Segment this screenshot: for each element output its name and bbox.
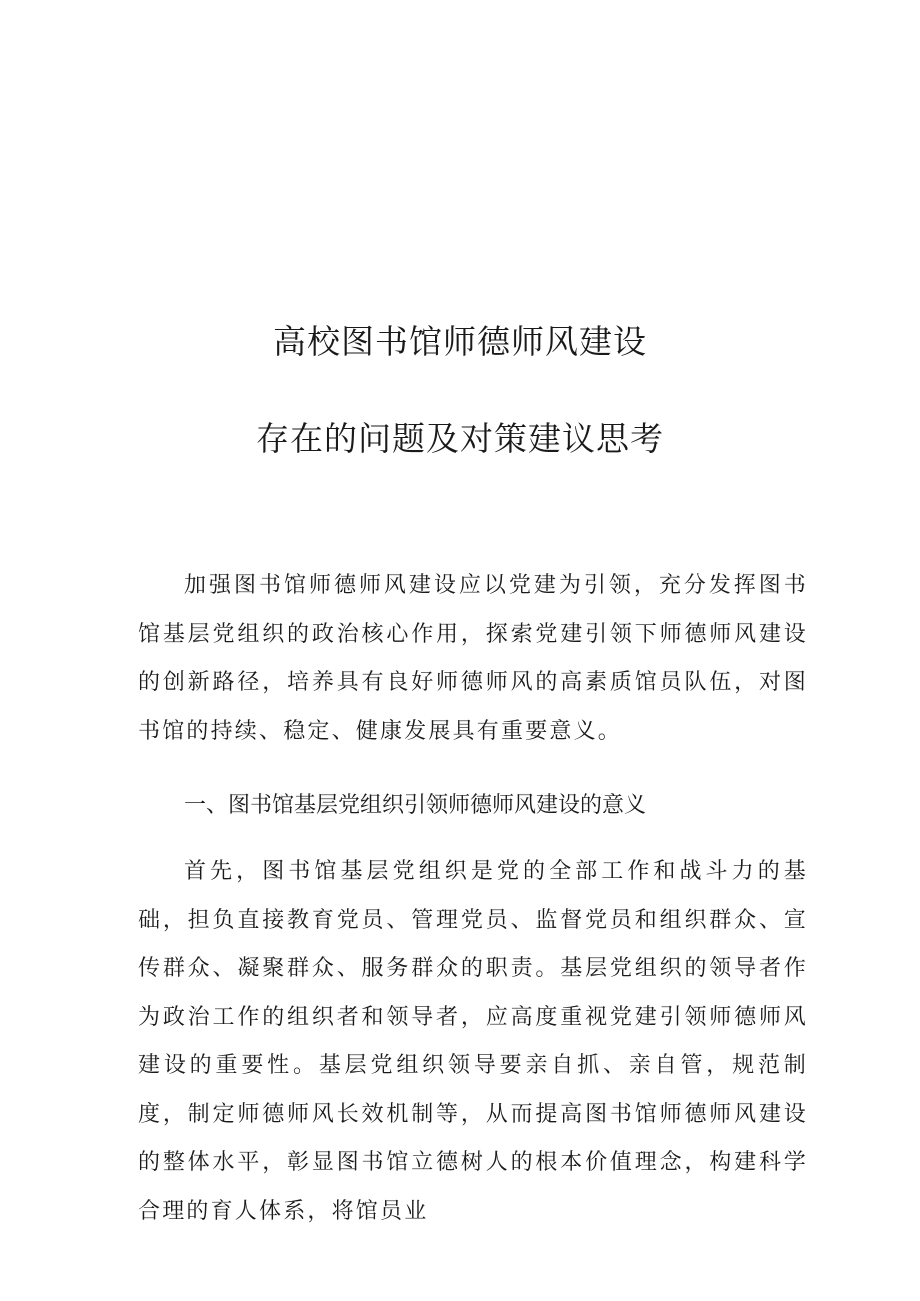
document-title-line-1: 高校图书馆师德师风建设 xyxy=(273,322,647,361)
section-heading-1: 一、图书馆基层党组织引领师德师风建设的意义 xyxy=(184,793,647,818)
intro-paragraph: 加强图书馆师德师风建设应以党建为引领，充分发挥图书馆基层党组织的政治核心作用，探索党建引领下师德师风建设的创新路径，培养具有良好师德师风的高素质馆员队伍，对图书馆的持续、稳定、健康发展具有重要意义。 xyxy=(138,573,808,744)
document-title-line-2: 存在的问题及对策建议思考 xyxy=(256,419,664,458)
section-1-paragraph: 首先，图书馆基层党组织是党的全部工作和战斗力的基础，担负直接教育党员、管理党员、监督党员和组织群众、宣传群众、凝聚群众、服务群众的职责。基层党组织的领导者作为政治工作的组织者和领导者，应高度重视党建引领师德师风建设的重要性。基层党组织领导要亲自抓、亲自管，规范制度，制定师德师风长效机制等，从而提高图书馆师德师风建设的整体水平，彰显图书馆立德树人的根本价值理念，构建科学合理的育人体系，将馆员业 xyxy=(138,859,808,1224)
